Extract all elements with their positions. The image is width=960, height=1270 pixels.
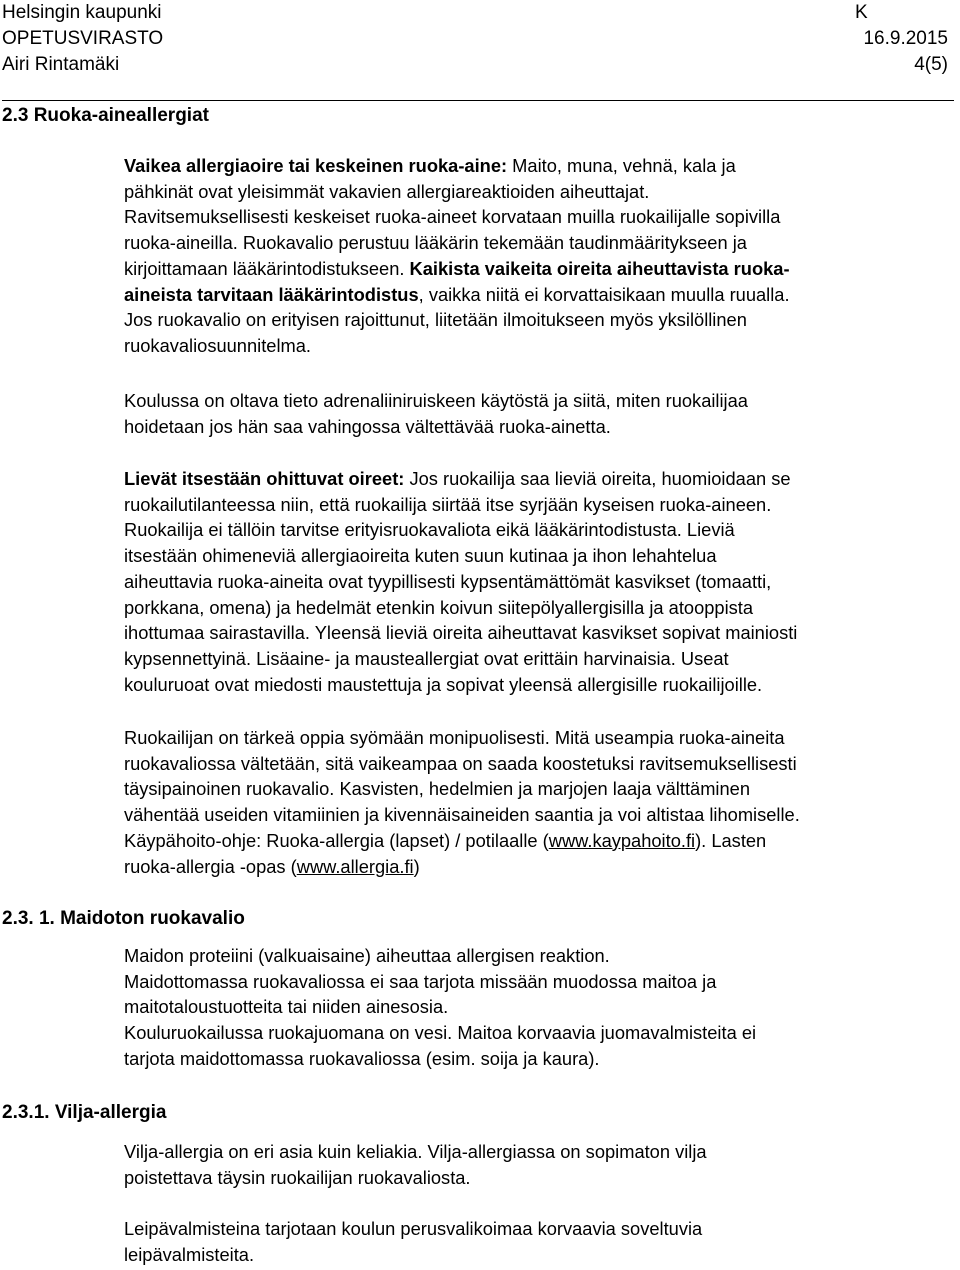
paragraph-mild-symptoms [124,466,954,697]
header-row-1 [0,1,960,25]
text-line: tarjota maidottomassa ruokavaliossa (esim. soija ja kaura). [124,1047,600,1069]
text-line: Maidon proteiini (valkuaisaine) aiheuttaa allergisen reaktion. [124,945,610,966]
text-line: vähentää useiden vitamiinien ja kivennäisaineiden saantia ja voi altistaa lihomiselle. [124,804,800,826]
text-line: maitotaloustuotteita tai niiden ainesosia. [124,996,449,1018]
text-line: ruokavaliossa vältetään, sitä vaikeampaa on saada koostetuksi ravitsemuksellisesti [124,752,797,774]
text-span: , vaikka niitä ei korvattaisikaan muulla ruualla. [418,283,790,305]
bold-term: Vaikea allergiaoire tai keskeinen ruoka-aine: [124,155,508,176]
text-line [124,153,954,179]
text-line: poistettava täysin ruokailijan ruokavaliosta. [124,1166,471,1188]
bold-term: Kaikista vaikeita oireita aiheuttavista ruoka- [404,257,790,279]
text-span: ruoka-allergia -opas ( [124,855,297,877]
text-span: kirjoittamaan lääkärintodistukseen. [124,257,405,279]
text-line: täysipainoinen ruokavalio. Kasvisten, hedelmien ja marjojen laaja välttäminen [124,778,750,800]
text-line: itsestään ohimeneviä allergiaoireita kuten suun kutinaa ja ihon lehahtelua [124,545,717,567]
text-line: porkkana, omena) ja hedelmät etenkin koivun siitepölyallergisilla ja atooppista [124,596,754,618]
text-line: Ruokailijan on tärkeä oppia syömään monipuolisesti. Mitä useampia ruoka-aineita [124,727,785,748]
department-name: OPETUSVIRASTO [2,28,164,49]
text-line [124,854,954,880]
text-span: Jos ruokailija saa lieviä oireita, huomioidaan se [404,468,791,489]
text-line: ruokavaliosuunnitelma. [124,334,311,356]
subsection-heading-grain-allergy: 2.3.1. Vilja-allergia [2,1102,167,1123]
page-number: 4(5) [914,54,948,75]
kaypahoito-link[interactable]: www.kaypahoito.fi [548,829,696,851]
text-line: Ruokailija ei tällöin tarvitse erityisruokavaliota eikä lääkärintodistusta. Lieviä [124,519,735,541]
text-line: Maidottomassa ruokavaliossa ei saa tarjota missään muodossa maitoa ja [124,970,717,992]
text-line: pähkinät ovat yleisimmät vakavien allergiareaktioiden aiheuttajat. [124,180,650,202]
text-line: leipävalmisteita. [124,1243,255,1265]
document-date: 16.9.2015 [863,28,948,49]
text-line: ihottumaa sairastavilla. Yleensä lieviä oireita aiheuttavat kasvikset sopivat mainiosti [124,622,798,644]
text-line [124,828,954,854]
text-span: Käypähoito-ohje: Ruoka-allergia (lapset) / potilaalle ( [124,829,549,851]
text-line: Ravitsemuksellisesti keskeiset ruoka-aineet korvataan muilla ruokailijalle sopivilla [124,206,781,228]
bold-term: aineista tarvitaan lääkärintodistus [124,283,419,305]
allergia-link[interactable]: www.allergia.fi [296,855,414,877]
header-row-3 [0,53,960,77]
text-span: Maito, muna, vehnä, kala ja [507,155,736,176]
paragraph-varied-diet [124,725,954,879]
text-line [124,466,954,492]
subsection-heading-dairy-free: 2.3. 1. Maidoton ruokavalio [2,908,245,929]
text-line: Kouluruokailussa ruokajuomana on vesi. Maitoa korvaavia juomavalmisteita ei [124,1022,757,1044]
paragraph-grain-allergy [124,1139,954,1190]
text-line [124,282,954,308]
paragraph-dairy-free [124,943,954,1072]
text-line: Leipävalmisteina tarjotaan koulun perusvalikoimaa korvaavia soveltuvia [124,1218,703,1239]
text-span: ). Lasten [695,829,767,851]
text-line: ruoka-aineilla. Ruokavalio perustuu lääkärin tekemään taudinmääritykseen ja [124,232,747,254]
text-span: ) [413,855,420,877]
text-line: Koulussa on oltava tieto adrenaliiniruiskeen käytöstä ja siitä, miten ruokailijaa [124,390,748,411]
header-row-2 [0,27,960,51]
text-line: hoidetaan jos hän saa vahingossa vältettävää ruoka-ainetta. [124,415,611,437]
text-line: ruokailutilanteessa niin, että ruokailija siirtää itse syrjään kyseisen ruoka-aineen. [124,493,772,515]
text-line: Vilja-allergia on eri asia kuin keliakia. Vilja-allergiassa on sopimaton vilja [124,1141,707,1162]
header-divider [2,100,954,101]
paragraph-bread-products [124,1216,954,1267]
author-name: Airi Rintamäki [2,54,120,75]
bold-term: Lievät itsestään ohittuvat oireet: [124,468,405,489]
text-line: kypsennettyinä. Lisäaine- ja mausteallergiat ovat erittäin harvinaisia. Useat [124,647,729,669]
text-line: aiheuttavia ruoka-aineita ovat tyypillisesti kypsentämättömät kasvikset (tomaatti, [124,570,772,592]
text-line: kouluruoat ovat miedosti maustettuja ja sopivat yleensä allergisille ruokailijoille. [124,673,763,695]
text-line: Jos ruokavalio on erityisen rajoittunut, liitetään ilmoitukseen myös yksilöllinen [124,309,747,331]
section-heading: 2.3 Ruoka-aineallergiat [2,105,209,126]
organization-name: Helsingin kaupunki [2,2,162,23]
text-line [124,256,954,282]
paragraph-severe-allergy [124,153,954,359]
document-marker: K [855,2,868,23]
paragraph-adrenaline [124,388,954,439]
